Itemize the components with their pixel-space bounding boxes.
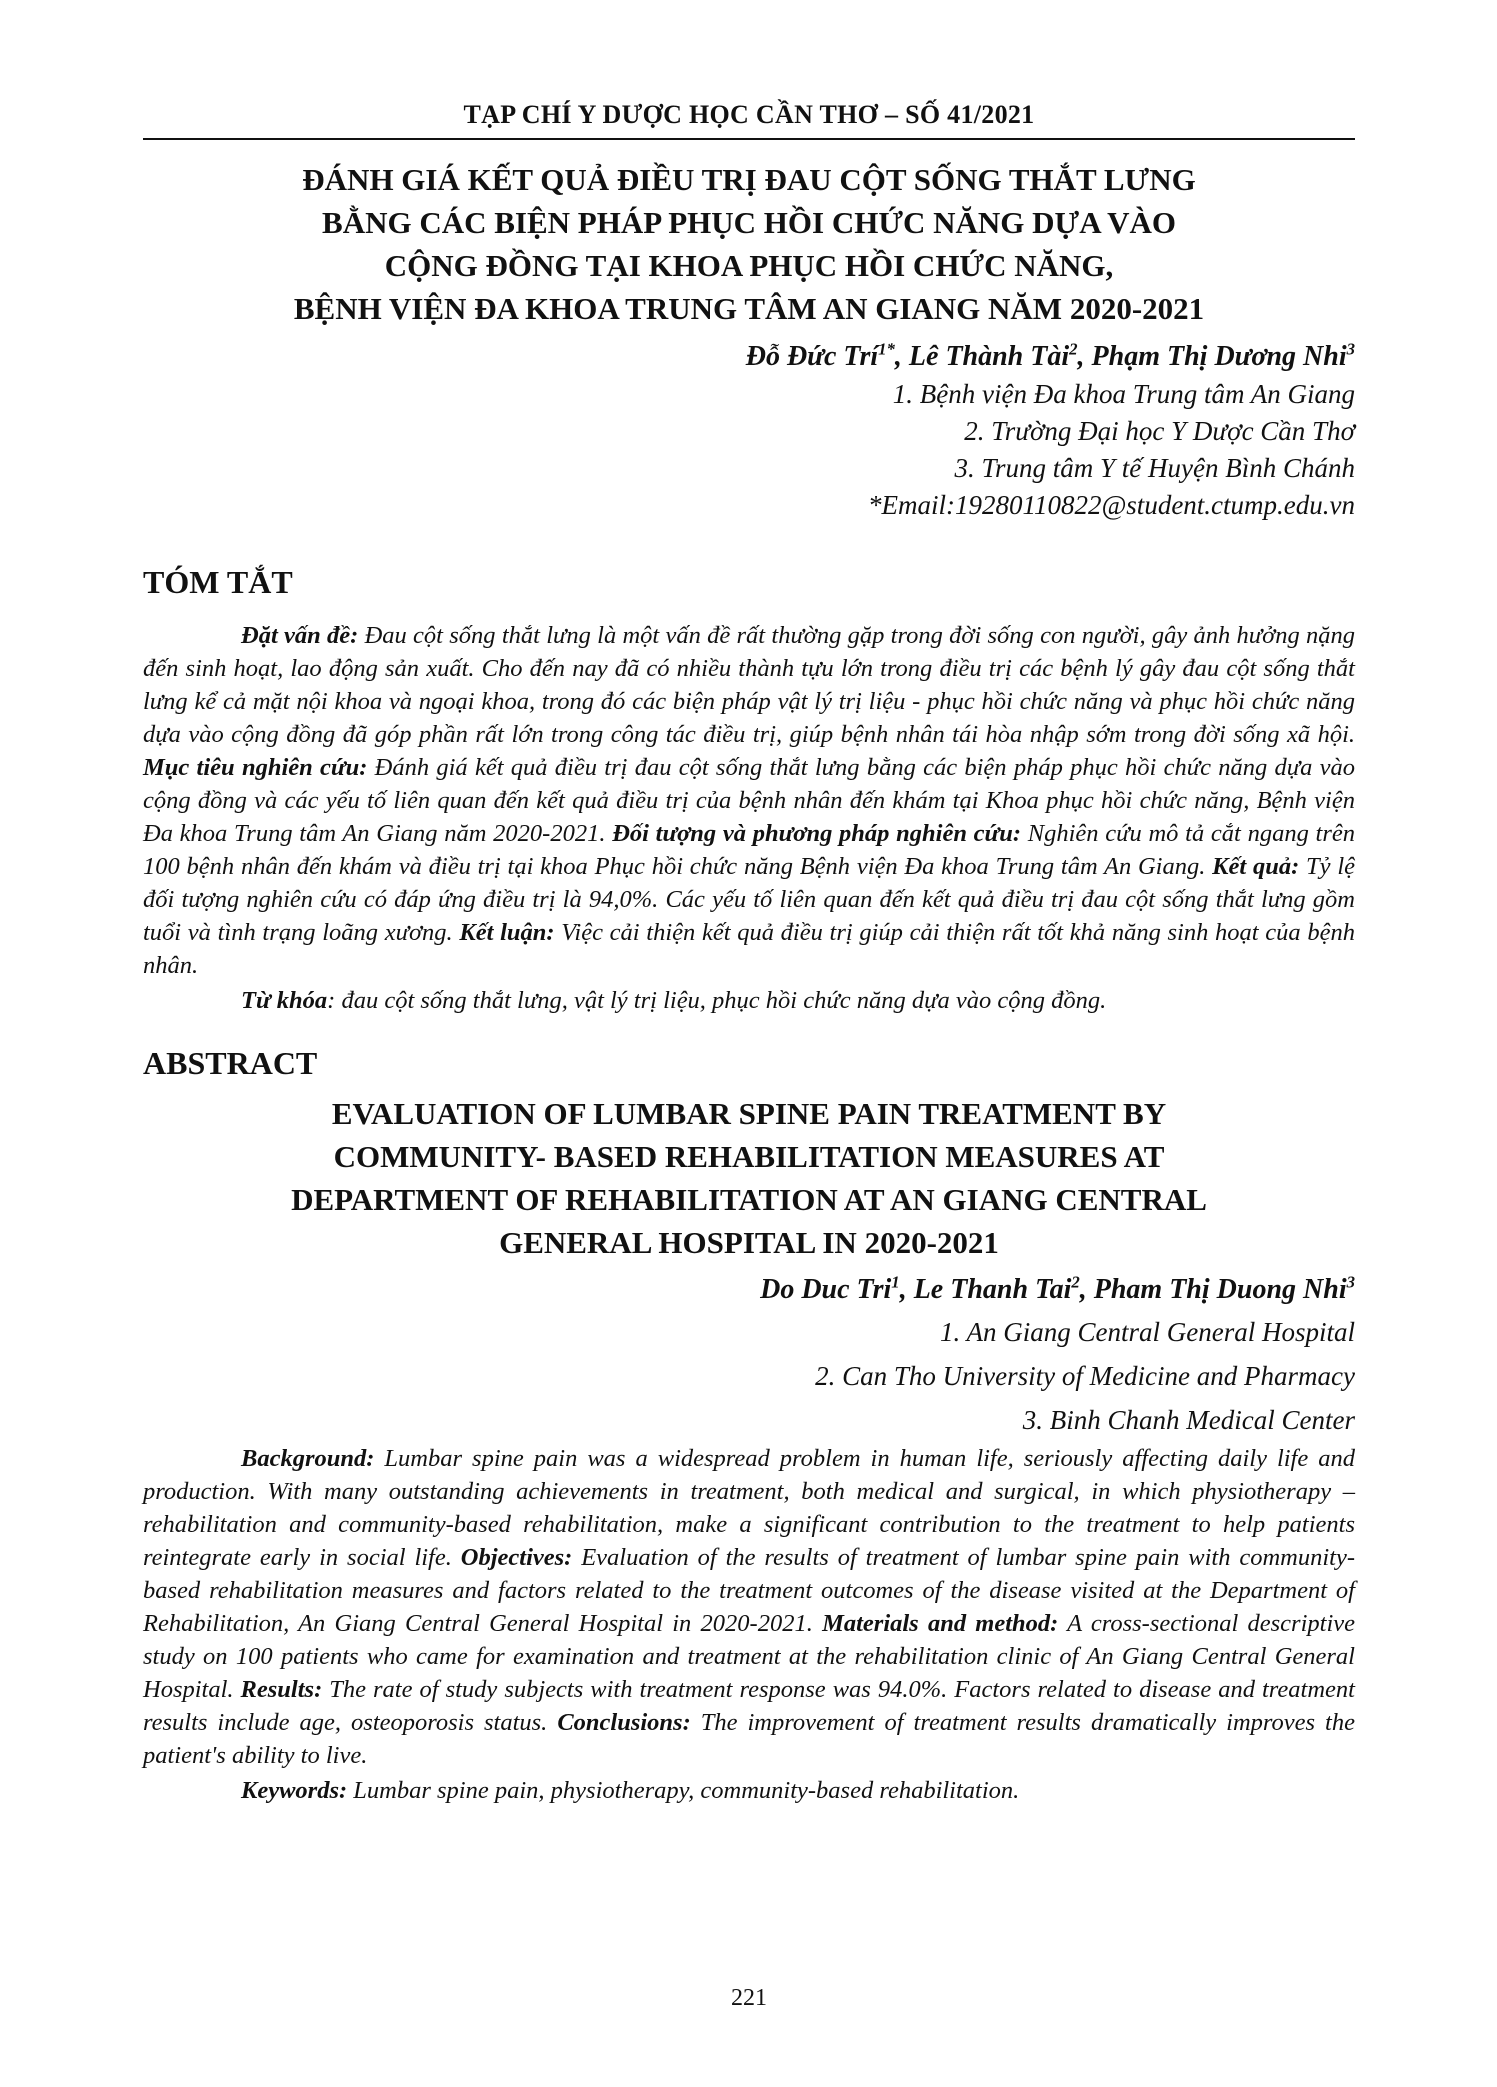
label-conclusions: Conclusions: — [557, 1709, 691, 1736]
text-keywords: Lumbar spine pain, physiotherapy, community-based rehabilitation. — [347, 1777, 1020, 1804]
text-background: Đau cột sống thắt lưng là một vấn đề rất thường gặp trong đời sống con người, gây ảnh hưởng nặng đến sinh hoạt, lao động sản xuất. Cho đến nay đã có nhiều thành tựu lớn trong điều trị các bệnh lý gây đau cột sống thắt lưng kể cả mặt nội khoa và ngoại khoa, trong đó các biện pháp vật lý trị liệu - phục hồi chức năng và phục hồi chức năng dựa vào cộng đồng đã góp phần rất lớn trong công tác điều trị, giúp bệnh nhân tái hòa nhập sớm trong đời sống xã hội. — [143, 622, 1355, 748]
page-number: 221 — [731, 1985, 767, 2011]
text-methods: Nghiên cứu mô tả cắt ngang trên 100 bệnh nhân đến khám và điều trị tại khoa Phục hồi chức năng Bệnh viện Đa khoa Trung tâm An Giang. — [143, 820, 1356, 880]
author-separator: , — [1079, 1274, 1094, 1305]
author-separator: , — [894, 341, 909, 372]
vn-title-line: BỆNH VIỆN ĐA KHOA TRUNG TÂM AN GIANG NĂM 2020-2021 — [293, 291, 1205, 326]
text-objectives: Evaluation of the results of treatment of lumbar spine pain with community-based rehabilitation measures and factors related to the treatment outcomes of the disease visited at the Department of Rehabilitation, An Giang Central General Hospital in 2020-2021. — [143, 1544, 1355, 1637]
en-abstract-heading: ABSTRACT — [143, 1045, 318, 1081]
author-sup: 1 — [891, 1272, 900, 1292]
text-conclusions: Việc cải thiện kết quả điều trị giúp cải thiện rất tốt khả năng sinh hoạt của bệnh nhân. — [143, 919, 1355, 979]
affiliation: 3. Binh Chanh Medical Center — [1022, 1405, 1355, 1435]
author-sup: 2 — [1071, 1272, 1080, 1292]
vn-affiliations — [143, 376, 1355, 524]
email: *Email:19280110822@student.ctump.edu.vn — [867, 490, 1355, 520]
en-title-line: EVALUATION OF LUMBAR SPINE PAIN TREATMENT BY — [331, 1096, 1167, 1131]
vn-abstract-body — [143, 619, 1355, 982]
text-results: The rate of study subjects with treatment response was 94.0%. Factors related to disease and treatment results include age, osteoporosis status. — [143, 1676, 1355, 1736]
en-affiliations — [143, 1310, 1355, 1442]
affiliation: 3. Trung tâm Y tế Huyện Bình Chánh — [954, 453, 1355, 483]
vn-title-line: CỘNG ĐỒNG TẠI KHOA PHỤC HỒI CHỨC NĂNG, — [384, 248, 1114, 283]
text-conclusions: The improvement of treatment results dramatically improves the patient's ability to live. — [143, 1709, 1355, 1769]
vn-title — [143, 158, 1355, 330]
affiliation: 2. Can Tho University of Medicine and Pharmacy — [815, 1361, 1355, 1391]
en-authors — [143, 1270, 1355, 1310]
vn-authors — [143, 338, 1355, 376]
author-separator: , — [899, 1274, 914, 1305]
affiliation: 2. Trường Đại học Y Dược Cần Thơ — [964, 416, 1355, 446]
paper-page — [143, 0, 1356, 2011]
author-name: Do Duc Tri — [760, 1274, 892, 1305]
label-objectives: Mục tiêu nghiên cứu: — [143, 754, 368, 781]
author-separator: , — [1077, 341, 1092, 372]
label-keywords: Keywords: — [241, 1777, 348, 1804]
affiliation: 1. An Giang Central General Hospital — [940, 1317, 1355, 1347]
text-background: Lumbar spine pain was a widespread problem in human life, seriously affecting daily life and production. With many outstanding achievements in treatment, both medical and surgical, in which physiotherapy – rehabilitation and community-based rehabilitation, make a significant contribution to the treatment to help patients reintegrate early in social life. — [143, 1445, 1355, 1571]
text-objectives: Đánh giá kết quả điều trị đau cột sống thắt lưng bằng các biện pháp phục hồi chức năng dựa vào cộng đồng và các yếu tố liên quan đến kết quả điều trị của bệnh nhân đến khám tại Khoa phục hồi chức năng, Bệnh viện Đa khoa Trung tâm An Giang năm 2020-2021. — [143, 754, 1356, 847]
journal-header: TẠP CHÍ Y DƯỢC HỌC CẦN THƠ – SỐ 41/2021 — [143, 100, 1355, 140]
label-methods: Đối tượng và phương pháp nghiên cứu: — [612, 820, 1022, 847]
en-title — [143, 1092, 1355, 1264]
author-sup: 3 — [1346, 339, 1355, 359]
vn-keywords — [143, 984, 1355, 1017]
author-sup: 2 — [1069, 339, 1078, 359]
text-results: Tỷ lệ đối tượng nghiên cứu có đáp ứng điều trị là 94,0%. Các yếu tố liên quan đến kết quả điều trị đau cột sống thắt lưng gồm tuổi và tình trạng loãng xương. — [143, 853, 1355, 946]
label-methods: Materials and method: — [822, 1610, 1059, 1637]
label-background: Background: — [241, 1445, 375, 1472]
label-results: Results: — [240, 1676, 323, 1703]
author-name: Le Thanh Tai — [913, 1274, 1072, 1305]
en-title-line: DEPARTMENT OF REHABILITATION AT AN GIANG CENTRAL — [291, 1182, 1207, 1217]
affiliation: 1. Bệnh viện Đa khoa Trung tâm An Giang — [892, 379, 1355, 409]
label-conclusions: Kết luận: — [459, 919, 555, 946]
en-abstract-body — [143, 1442, 1355, 1772]
author-name: Đỗ Đức Trí — [745, 341, 879, 372]
label-background: Đặt vấn đề: — [241, 622, 359, 649]
label-objectives: Objectives: — [460, 1544, 573, 1571]
en-keywords — [143, 1774, 1355, 1807]
author-sup: 3 — [1346, 1272, 1355, 1292]
author-name: Lê Thành Tài — [908, 341, 1070, 372]
vn-title-line: ĐÁNH GIÁ KẾT QUẢ ĐIỀU TRỊ ĐAU CỘT SỐNG THẮT LƯNG — [302, 162, 1196, 197]
vn-title-line: BẰNG CÁC BIỆN PHÁP PHỤC HỒI CHỨC NĂNG DỰA VÀO — [322, 205, 1176, 240]
author-name: Phạm Thị Dương Nhi — [1091, 341, 1347, 372]
author-name: Pham Thị Duong Nhi — [1093, 1274, 1347, 1305]
label-keywords: Từ khóa — [241, 987, 328, 1014]
en-title-line: COMMUNITY- BASED REHABILITATION MEASURES AT — [333, 1139, 1165, 1174]
label-results: Kết quả: — [1212, 853, 1300, 880]
vn-abstract-heading: TÓM TẮT — [143, 564, 293, 600]
text-keywords: : đau cột sống thắt lưng, vật lý trị liệu, phục hồi chức năng dựa vào cộng đồng. — [327, 987, 1107, 1014]
en-title-line: GENERAL HOSPITAL IN 2020-2021 — [499, 1225, 999, 1260]
text-methods: A cross-sectional descriptive study on 100 patients who came for examination and treatment at the rehabilitation clinic of An Giang Central General Hospital. — [143, 1610, 1356, 1703]
author-sup: 1* — [878, 339, 895, 359]
